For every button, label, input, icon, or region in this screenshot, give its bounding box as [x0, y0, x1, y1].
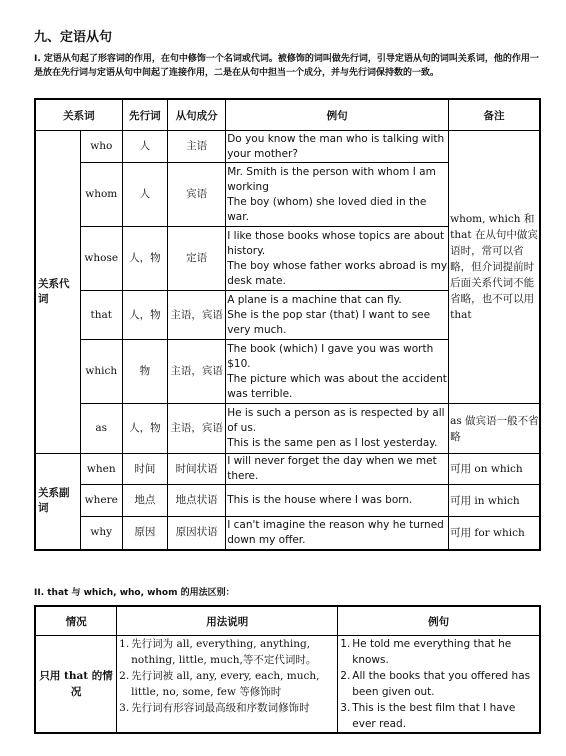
group-label-adverb: 关系副词 — [35, 454, 80, 550]
antecedent: 人，物 — [122, 291, 167, 340]
example-sentence: The picture which was about the accident was terrible. — [227, 372, 447, 400]
clause-role: 主语，宾语 — [168, 404, 226, 454]
antecedent: 人 — [122, 131, 167, 163]
header-relative-word: 关系词 — [35, 99, 122, 131]
list-item: 1. He told me everything that he knows. — [340, 638, 512, 666]
note-as: as 做宾语一般不省略 — [449, 404, 540, 454]
antecedent: 人，物 — [122, 227, 167, 291]
relative-word: where — [80, 485, 122, 517]
group-label-pronoun: 关系代词 — [35, 131, 80, 454]
table-row — [35, 485, 540, 517]
example-cell — [226, 227, 449, 291]
header-usage: 用法说明 — [117, 606, 338, 636]
example-cell — [226, 163, 449, 227]
list-item: 2. All the books that you offered has been given out. — [340, 670, 531, 698]
clause-role: 宾语 — [168, 163, 226, 227]
example-sentence: She is the pop star (that) I want to see very much. — [227, 308, 431, 336]
clause-role: 主语，宾语 — [168, 291, 226, 340]
relative-word: which — [80, 340, 122, 404]
relative-word: whom — [80, 163, 122, 227]
header-example: 例句 — [226, 99, 449, 131]
antecedent: 原因 — [122, 517, 167, 550]
antecedent: 人 — [122, 163, 167, 227]
table2-header-row — [35, 606, 540, 636]
header-clause-role: 从句成分 — [168, 99, 226, 131]
list-item: 2. 先行词被 all, any, every, each, much, little, no, some, few 等修饰时 — [119, 670, 320, 698]
example-cell — [226, 454, 449, 485]
relative-word: when — [80, 454, 122, 485]
example-sentence: This is the same pen as I lost yesterday. — [227, 437, 438, 449]
example-cell — [226, 517, 449, 550]
relative-word: as — [80, 404, 122, 454]
header-situation: 情况 — [35, 606, 117, 636]
relative-word: that — [80, 291, 122, 340]
examples-cell — [338, 636, 540, 734]
list-item: 3. 先行词有形容词最高级和序数词修饰时 — [119, 702, 310, 714]
clause-role: 原因状语 — [168, 517, 226, 550]
antecedent: 时间 — [122, 454, 167, 485]
usage-cell — [117, 636, 338, 734]
table1-header-row — [35, 99, 540, 131]
table-row — [35, 454, 540, 485]
table-row — [35, 131, 540, 163]
example-cell — [226, 485, 449, 517]
list-item: 3. This is the best film that I have ever read. — [340, 702, 516, 730]
example-sentence: He is such a person as is respected by all of us. — [227, 407, 445, 434]
example-cell — [226, 404, 449, 454]
clause-role: 主语，宾语 — [168, 340, 226, 404]
intro-paragraph: I. 定语从句起了形容词的作用，在句中修饰一个名词或代词。被修饰的词叫做先行词，引导定语从句的词叫关系词，他的作用一是放在先行词与定语从句中间起了连接作用，二是在从句中担当一个成分，并与先行词保持数的一致。 — [34, 54, 539, 78]
header-examples: 例句 — [338, 606, 540, 636]
example-sentence: I will never forget the day when we met there. — [227, 455, 437, 482]
that-usage-table — [34, 605, 541, 734]
relative-word: whose — [80, 227, 122, 291]
section-title: 九、定语从句 — [34, 30, 113, 45]
situation-cell: 只用 that 的情况 — [35, 636, 117, 734]
table-row — [35, 517, 540, 550]
example-sentence: Mr. Smith is the person with whom I am working — [227, 165, 436, 193]
clause-role: 定语 — [168, 227, 226, 291]
note-cell: 可用 in which — [449, 485, 540, 517]
example-cell — [226, 291, 449, 340]
example-cell — [226, 340, 449, 404]
clause-role: 时间状语 — [168, 454, 226, 485]
note-main: whom, which 和 that 在从句中做宾语时，常可以省略，但介词提前时后面关系代词不能省略，也不可以用 that — [449, 131, 540, 404]
example-sentence: I can't imagine the reason why he turned down my offer. — [227, 518, 444, 546]
table-row — [35, 636, 540, 734]
example-sentence: The book (which) I gave you was worth $10. — [227, 342, 434, 370]
clause-role: 主语 — [168, 131, 226, 163]
antecedent: 物 — [122, 340, 167, 404]
relative-word: who — [80, 131, 122, 163]
antecedent: 人，物 — [122, 404, 167, 454]
header-note: 备注 — [449, 99, 540, 131]
example-sentence: The boy whose father works abroad is my desk mate. — [227, 259, 448, 287]
header-antecedent: 先行词 — [122, 99, 167, 131]
note-cell: 可用 for which — [449, 517, 540, 550]
example-sentence: I like those books whose topics are about history. — [227, 229, 445, 257]
clause-role: 地点状语 — [168, 485, 226, 517]
relative-words-table — [34, 98, 541, 551]
example-sentence: This is the house where I was born. — [227, 494, 413, 506]
relative-word: why — [80, 517, 122, 550]
table-row — [35, 404, 540, 454]
note-cell: 可用 on which — [449, 454, 540, 485]
list-item: 1. 先行词为 all, everything, anything, nothing, little, much,等不定代词时。 — [119, 638, 317, 666]
example-cell — [226, 131, 449, 163]
example-sentence: The boy (whom) she loved died in the war. — [227, 195, 427, 223]
example-sentence: Do you know the man who is talking with your mother? — [227, 132, 445, 160]
antecedent: 地点 — [122, 485, 167, 517]
example-sentence: A plane is a machine that can fly. — [227, 293, 402, 306]
section2-title: II. that 与 which, who, whom 的用法区别： — [34, 588, 235, 598]
